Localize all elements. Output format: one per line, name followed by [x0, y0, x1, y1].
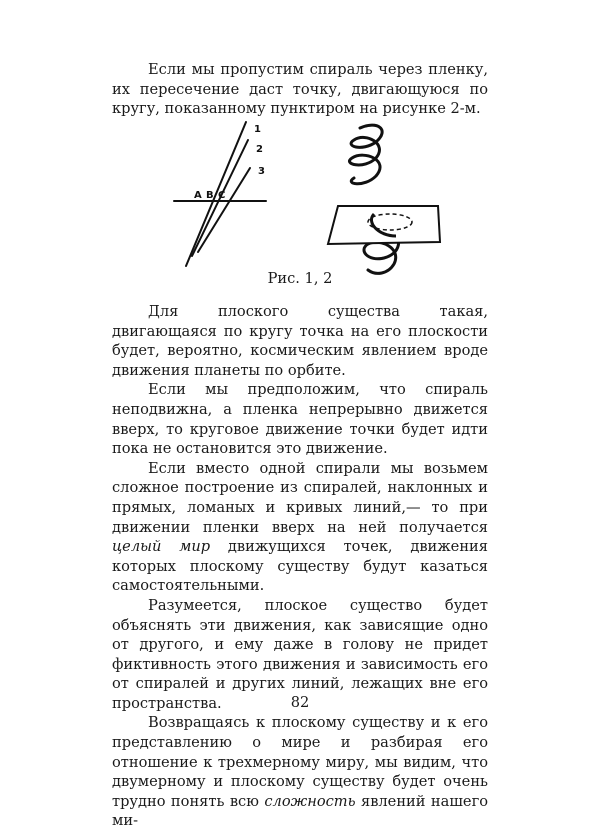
- point-label-b: B: [206, 190, 214, 201]
- paragraph-5-part-1: Возвращаясь к плоскому существу и к его представлению о мире и разбирая его отношение к трехмерному миру, мы видим, что двумерному и плоскому существу будет очень трудно понять всю: [112, 714, 488, 810]
- paragraph-3-part-2: движущихся точек, движения которых плоскому существу будут казаться самостоятельными.: [112, 538, 488, 595]
- paragraph-5: [112, 713, 488, 831]
- paragraph-3-emphasis: целый мир: [112, 538, 211, 556]
- line-number-2: 2: [256, 144, 263, 155]
- line-number-3: 3: [258, 166, 265, 177]
- point-label-a: A: [194, 190, 202, 201]
- paragraph-3: [112, 459, 488, 596]
- paragraph-2: Если мы предположим, что спираль неподвижна, а пленка непрерывно движется вверх, то круговое движение точки будет идти пока не остановится это движение.: [112, 381, 488, 458]
- intro-paragraph: Если мы пропустим спираль через пленку, их пересечение даст точку, двигающуюся по кругу, показанному пунктиром на рисунке 2-м.: [112, 61, 488, 118]
- paragraph-5-emphasis: сложность: [264, 792, 356, 810]
- point-label-c: C: [218, 190, 226, 201]
- paragraph-3-part-1: Если вместо одной спирали мы возьмем сложное построение из спиралей, наклонных и прямых, ломаных и кривых линий,— то при движении пленки вверх на ней получается: [112, 459, 488, 536]
- main-text: [112, 302, 488, 831]
- paragraph-1: Для плоского существа такая, двигающаяся по кругу точка на его плоскости будет, вероятно, космическим явлением вроде движения планеты по орбите.: [112, 303, 488, 379]
- slanted-line-3: [198, 168, 250, 252]
- paragraph-5-part-2: явлений нашего ми-: [112, 792, 488, 830]
- line-number-1: 1: [254, 124, 261, 135]
- figure-caption: Рис. 1, 2: [267, 270, 333, 287]
- paragraph-4: Разумеется, плоское существо будет объяснять эти движения, как зависящие одно от другого, и ему даже в голову не придет фиктивность этого движения и зависимость его от спиралей и других линий, лежащих вне его пространства.: [112, 596, 488, 712]
- figure-spiral-film: [168, 118, 448, 280]
- intro-text: [112, 60, 488, 119]
- page-number: 82: [290, 694, 310, 711]
- figure-2-spiral: [349, 125, 398, 273]
- spiral-upper: [349, 125, 382, 184]
- film-plane: [328, 206, 440, 244]
